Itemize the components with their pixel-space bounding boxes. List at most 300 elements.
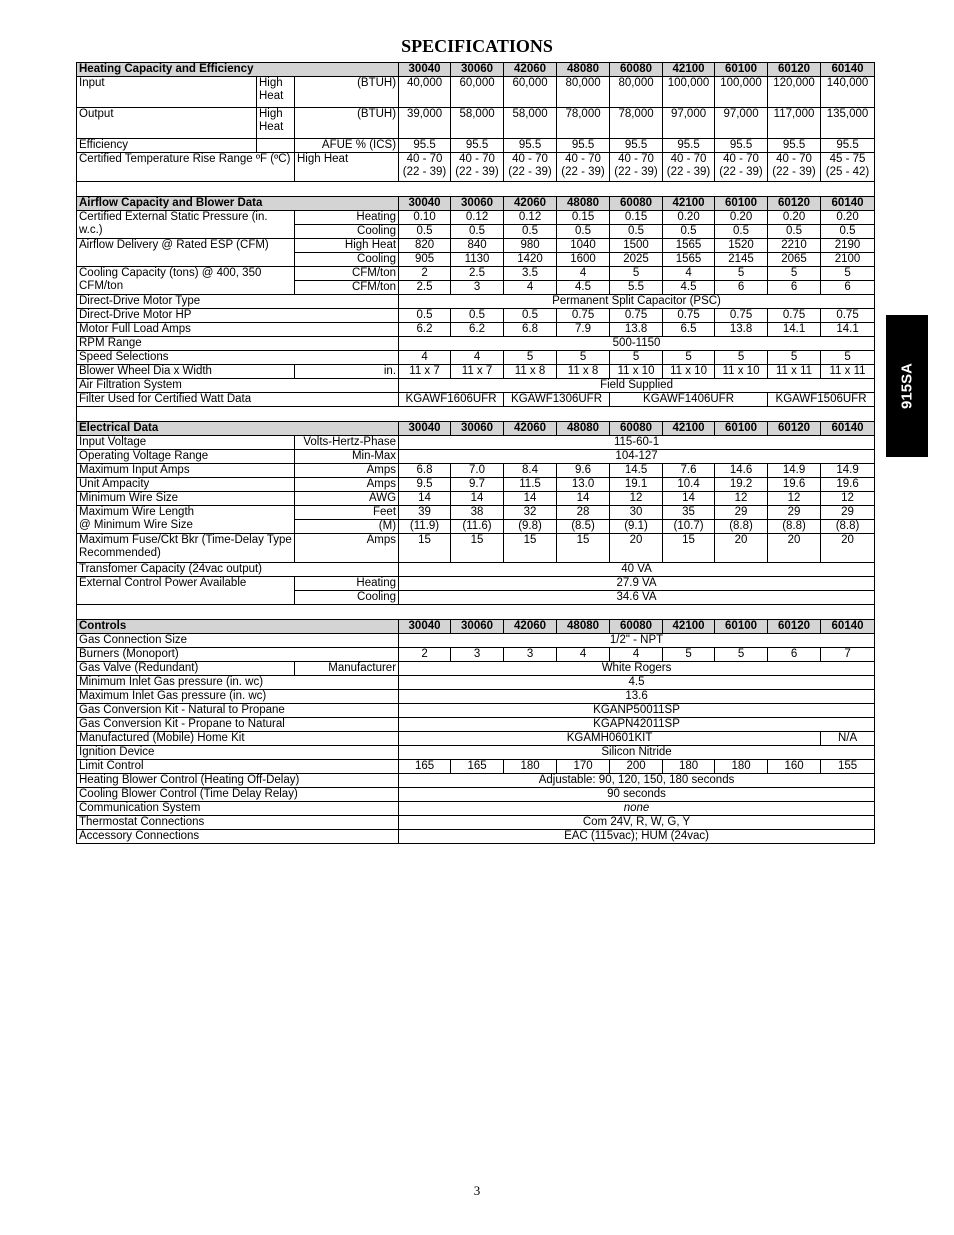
spec-row — [77, 534, 875, 563]
spec-row — [77, 323, 875, 337]
spec-value: 5 — [768, 351, 821, 365]
spec-value: 35 — [663, 506, 715, 520]
section-header-row — [77, 422, 875, 436]
spec-value-span: Com 24V, R, W, G, Y — [399, 816, 875, 830]
spec-value: 0.20 — [768, 211, 821, 225]
spec-value: 11 x 7 — [451, 365, 504, 379]
spec-value: 45 - 75 (25 - 42) — [821, 153, 875, 182]
spec-value: 14.9 — [768, 464, 821, 478]
spec-value: 20 — [715, 534, 768, 563]
spec-value-group: KGAMH0601KIT — [399, 732, 821, 746]
spec-value-group: N/A — [821, 732, 875, 746]
spec-unit: AWG — [295, 492, 399, 506]
spec-label: Transfomer Capacity (24vac output) — [77, 563, 399, 577]
spec-value: (11.9) — [399, 520, 451, 534]
spec-row — [77, 309, 875, 323]
model-header: 60100 — [715, 63, 768, 77]
spec-value: 1520 — [715, 239, 768, 253]
spec-unit: Heating — [295, 577, 399, 591]
section-header-row — [77, 197, 875, 211]
spec-value: 1565 — [663, 253, 715, 267]
model-header: 42060 — [504, 197, 557, 211]
spec-value: 20 — [768, 534, 821, 563]
spec-value: 15 — [399, 534, 451, 563]
spec-row — [77, 662, 875, 676]
spec-value: 4 — [399, 351, 451, 365]
spec-value: 28 — [557, 506, 610, 520]
spec-value: 15 — [557, 534, 610, 563]
spec-value: 0.20 — [715, 211, 768, 225]
spec-label: Filter Used for Certified Watt Data — [77, 393, 399, 407]
spec-value: 95.5 — [504, 139, 557, 153]
spec-value: 11 x 11 — [821, 365, 875, 379]
spec-value-span: KGAPN42011SP — [399, 718, 875, 732]
spec-value: 12 — [821, 492, 875, 506]
spec-unit: High Heat — [295, 239, 399, 253]
spec-value: 200 — [610, 760, 663, 774]
spec-value: 11 x 8 — [557, 365, 610, 379]
spec-value-span: Silicon Nitride — [399, 746, 875, 760]
spec-value: 5 — [663, 648, 715, 662]
spec-value: 1600 — [557, 253, 610, 267]
spec-value: 12 — [715, 492, 768, 506]
spec-value: 180 — [663, 760, 715, 774]
spec-value: (9.1) — [610, 520, 663, 534]
spec-value: 4 — [610, 648, 663, 662]
model-header: 60140 — [821, 197, 875, 211]
spec-value: 6 — [768, 281, 821, 295]
spec-unit: Cooling — [295, 225, 399, 239]
spec-value: 3 — [504, 648, 557, 662]
spec-label: Gas Connection Size — [77, 634, 399, 648]
spec-label: Operating Voltage Range — [77, 450, 295, 464]
spec-row — [77, 153, 875, 182]
spec-value: 3.5 — [504, 267, 557, 281]
model-header: 60120 — [768, 197, 821, 211]
spec-value: 2 — [399, 648, 451, 662]
spec-label: Gas Valve (Redundant) — [77, 662, 295, 676]
spec-value: 100,000 — [715, 77, 768, 108]
spec-unit: High Heat — [295, 153, 399, 182]
spec-row — [77, 478, 875, 492]
spec-row — [77, 393, 875, 407]
model-header: 60100 — [715, 197, 768, 211]
spec-value: 1130 — [451, 253, 504, 267]
spec-label-line: @ Minimum Wire Size — [79, 519, 193, 531]
spec-label: Cooling Blower Control (Time Delay Relay) — [77, 788, 399, 802]
spec-value: 0.20 — [821, 211, 875, 225]
spec-value: 140,000 — [821, 77, 875, 108]
spacer-row — [77, 407, 875, 422]
spec-value: 4 — [663, 267, 715, 281]
spec-label: Direct-Drive Motor Type — [77, 295, 399, 309]
model-header: 60140 — [821, 620, 875, 634]
spec-row — [77, 267, 875, 281]
spec-value: 14 — [399, 492, 451, 506]
spec-row — [77, 464, 875, 478]
spec-value: 14 — [557, 492, 610, 506]
spec-label: Output — [77, 108, 257, 139]
spec-value: 40 - 70 (22 - 39) — [399, 153, 451, 182]
spec-value-span: 90 seconds — [399, 788, 875, 802]
spec-value: 58,000 — [451, 108, 504, 139]
spec-unit: Volts-Hertz-Phase — [295, 436, 399, 450]
spec-row — [77, 704, 875, 718]
spec-label: Heating Blower Control (Heating Off-Delay) — [77, 774, 399, 788]
spec-row — [77, 506, 875, 520]
spec-value: 15 — [504, 534, 557, 563]
spec-value-span: 115-60-1 — [399, 436, 875, 450]
spec-value: 3 — [451, 648, 504, 662]
model-header: 60080 — [610, 422, 663, 436]
spec-row — [77, 492, 875, 506]
spec-value: 15 — [663, 534, 715, 563]
spec-value: 11.5 — [504, 478, 557, 492]
spec-value: 0.75 — [768, 309, 821, 323]
section-title: Controls — [77, 620, 399, 634]
spec-row — [77, 788, 875, 802]
spec-unit: in. — [295, 365, 399, 379]
spec-value: 20 — [821, 534, 875, 563]
spec-value: 14.9 — [821, 464, 875, 478]
spec-value: 0.15 — [557, 211, 610, 225]
spec-row — [77, 676, 875, 690]
spec-value-span: 13.6 — [399, 690, 875, 704]
section-title: Airflow Capacity and Blower Data — [77, 197, 399, 211]
model-header: 60120 — [768, 422, 821, 436]
model-header: 30060 — [451, 63, 504, 77]
spec-value: 2210 — [768, 239, 821, 253]
spec-value: 7 — [821, 648, 875, 662]
spec-value: 5 — [610, 267, 663, 281]
spec-unit: Heating — [295, 211, 399, 225]
page-number: 3 — [473, 1183, 481, 1198]
spacer-row — [77, 182, 875, 197]
spec-row — [77, 139, 875, 153]
spec-value-span: 40 VA — [399, 563, 875, 577]
spec-value-span: Field Supplied — [399, 379, 875, 393]
spec-value: 11 x 8 — [504, 365, 557, 379]
spec-value: 4 — [504, 281, 557, 295]
spec-value: 2190 — [821, 239, 875, 253]
spec-value-span: Permanent Split Capacitor (PSC) — [399, 295, 875, 309]
spec-value: 165 — [399, 760, 451, 774]
spec-row — [77, 634, 875, 648]
spec-label: External Control Power Available — [77, 577, 295, 605]
spec-unit: Amps — [295, 478, 399, 492]
spec-value: (11.6) — [451, 520, 504, 534]
spec-value: 7.0 — [451, 464, 504, 478]
spec-unit: Min-Max — [295, 450, 399, 464]
spec-value: 97,000 — [663, 108, 715, 139]
spec-value: 6.8 — [504, 323, 557, 337]
spec-value: 0.75 — [557, 309, 610, 323]
spec-value: 0.12 — [451, 211, 504, 225]
spec-value: 820 — [399, 239, 451, 253]
spec-value: 2.5 — [451, 267, 504, 281]
spec-value: 60,000 — [451, 77, 504, 108]
spec-label: Maximum Fuse/Ckt Bkr (Time-Delay Type Recommended) — [77, 534, 295, 563]
spec-value: 95.5 — [451, 139, 504, 153]
spec-value: 7.6 — [663, 464, 715, 478]
spec-value: 40 - 70 (22 - 39) — [610, 153, 663, 182]
spec-value: 40 - 70 (22 - 39) — [451, 153, 504, 182]
spec-value: (8.8) — [715, 520, 768, 534]
spacer-cell — [77, 605, 875, 620]
spec-value: (10.7) — [663, 520, 715, 534]
spec-value: 78,000 — [557, 108, 610, 139]
model-header: 30040 — [399, 63, 451, 77]
spec-value: 11 x 10 — [715, 365, 768, 379]
spec-value: 0.75 — [663, 309, 715, 323]
spec-label: Speed Selections — [77, 351, 399, 365]
spec-label: Input Voltage — [77, 436, 295, 450]
model-header: 60100 — [715, 620, 768, 634]
spec-label: Direct-Drive Motor HP — [77, 309, 399, 323]
spec-value: (8.8) — [768, 520, 821, 534]
spec-value: 1420 — [504, 253, 557, 267]
spec-unit: Cooling — [295, 591, 399, 605]
spec-value: 4 — [451, 351, 504, 365]
model-header: 30060 — [451, 620, 504, 634]
model-header: 30040 — [399, 620, 451, 634]
spec-value-span: EAC (115vac); HUM (24vac) — [399, 830, 875, 844]
spec-label: Efficiency — [77, 139, 257, 153]
spec-value: 2.5 — [399, 281, 451, 295]
spec-value: 11 x 7 — [399, 365, 451, 379]
spec-row — [77, 830, 875, 844]
spec-value: 5 — [504, 351, 557, 365]
spec-value: 7.9 — [557, 323, 610, 337]
spec-value: 39,000 — [399, 108, 451, 139]
spec-label: Maximum Input Amps — [77, 464, 295, 478]
spec-label: Certified External Static Pressure (in. w.c.) — [77, 211, 295, 239]
spec-value: 95.5 — [715, 139, 768, 153]
model-header: 60120 — [768, 620, 821, 634]
spec-value: 12 — [610, 492, 663, 506]
spec-value: 15 — [451, 534, 504, 563]
spec-label: Air Filtration System — [77, 379, 399, 393]
spec-value: 0.20 — [663, 211, 715, 225]
spec-value: 1565 — [663, 239, 715, 253]
spec-value: 12 — [768, 492, 821, 506]
spec-value-group: KGAWF1406UFR — [610, 393, 768, 407]
spec-value: 0.75 — [821, 309, 875, 323]
model-side-tab — [886, 315, 928, 457]
spec-label-line: Maximum Wire Length — [79, 506, 195, 518]
spec-label: Blower Wheel Dia x Width — [77, 365, 295, 379]
spec-value: 0.15 — [610, 211, 663, 225]
spec-sublabel: High Heat — [257, 77, 295, 108]
spec-value: (9.8) — [504, 520, 557, 534]
spec-value: 32 — [504, 506, 557, 520]
spec-value: 39 — [399, 506, 451, 520]
spec-row — [77, 295, 875, 309]
spec-unit: Amps — [295, 464, 399, 478]
spec-value: 8.4 — [504, 464, 557, 478]
spec-row — [77, 648, 875, 662]
spec-value: 0.75 — [715, 309, 768, 323]
model-header: 48080 — [557, 197, 610, 211]
spec-value: 6 — [768, 648, 821, 662]
spec-value-group: KGAWF1306UFR — [504, 393, 610, 407]
spec-sublabel: High Heat — [257, 108, 295, 139]
spec-value: 40 - 70 (22 - 39) — [557, 153, 610, 182]
model-header: 60080 — [610, 620, 663, 634]
model-header: 48080 — [557, 422, 610, 436]
specifications-table — [76, 62, 875, 844]
model-header: 30040 — [399, 422, 451, 436]
spec-value: 58,000 — [504, 108, 557, 139]
spec-value: 2100 — [821, 253, 875, 267]
spec-sublabel — [257, 139, 295, 153]
spec-label: Maximum Inlet Gas pressure (in. wc) — [77, 690, 399, 704]
spec-value: 11 x 10 — [663, 365, 715, 379]
spec-value: 6.2 — [399, 323, 451, 337]
model-header: 42100 — [663, 422, 715, 436]
spec-value-span: 34.6 VA — [399, 591, 875, 605]
model-header: 42100 — [663, 63, 715, 77]
section-title: Heating Capacity and Efficiency — [77, 63, 399, 77]
model-header: 42060 — [504, 63, 557, 77]
spec-value: 170 — [557, 760, 610, 774]
model-header: 42060 — [504, 422, 557, 436]
spec-label: Communication System — [77, 802, 399, 816]
spec-value: 0.5 — [715, 225, 768, 239]
spec-row — [77, 563, 875, 577]
spec-label: Manufactured (Mobile) Home Kit — [77, 732, 399, 746]
spec-row — [77, 211, 875, 225]
spec-value: 40 - 70 (22 - 39) — [663, 153, 715, 182]
spec-value: 95.5 — [557, 139, 610, 153]
spec-value: 14.6 — [715, 464, 768, 478]
spacer-row — [77, 605, 875, 620]
spec-value-span: White Rogers — [399, 662, 875, 676]
spec-unit: Amps — [295, 534, 399, 563]
spec-value: 40 - 70 (22 - 39) — [504, 153, 557, 182]
spec-value: 14 — [663, 492, 715, 506]
spec-label: Ignition Device — [77, 746, 399, 760]
spec-value: 4 — [557, 267, 610, 281]
spec-value: 135,000 — [821, 108, 875, 139]
model-header: 60100 — [715, 422, 768, 436]
spec-value: 0.5 — [610, 225, 663, 239]
spec-value: 180 — [504, 760, 557, 774]
spec-value: 5 — [768, 267, 821, 281]
spec-value: 5 — [821, 267, 875, 281]
spec-label: Accessory Connections — [77, 830, 399, 844]
spec-value: 97,000 — [715, 108, 768, 139]
spec-value: 6.5 — [663, 323, 715, 337]
spec-value: 29 — [768, 506, 821, 520]
spec-value-span: Adjustable: 90, 120, 150, 180 seconds — [399, 774, 875, 788]
spec-value-span: 1/2" - NPT — [399, 634, 875, 648]
spec-row — [77, 337, 875, 351]
spec-value: 5 — [715, 648, 768, 662]
spec-value: 5 — [821, 351, 875, 365]
spec-value: 0.5 — [399, 309, 451, 323]
spec-value: 13.0 — [557, 478, 610, 492]
spec-row — [77, 108, 875, 139]
spec-value: 4.5 — [663, 281, 715, 295]
spec-value: 13.8 — [610, 323, 663, 337]
spec-value: 95.5 — [399, 139, 451, 153]
spec-label: RPM Range — [77, 337, 399, 351]
spec-value: 95.5 — [768, 139, 821, 153]
spec-value: 165 — [451, 760, 504, 774]
spec-value: 14.5 — [610, 464, 663, 478]
spec-row — [77, 760, 875, 774]
spec-value: 11 x 11 — [768, 365, 821, 379]
spec-value: 1040 — [557, 239, 610, 253]
spec-value: 40 - 70 (22 - 39) — [768, 153, 821, 182]
spec-value: 19.1 — [610, 478, 663, 492]
spec-value: 60,000 — [504, 77, 557, 108]
spec-row — [77, 365, 875, 379]
spec-label: Unit Ampacity — [77, 478, 295, 492]
spec-value: 2065 — [768, 253, 821, 267]
spec-row — [77, 732, 875, 746]
spec-value: 0.10 — [399, 211, 451, 225]
spec-row — [77, 690, 875, 704]
page-title: SPECIFICATIONS — [401, 36, 553, 56]
spec-value: 40,000 — [399, 77, 451, 108]
spec-value: 29 — [821, 506, 875, 520]
spec-value: 100,000 — [663, 77, 715, 108]
spec-unit: AFUE % (ICS) — [295, 139, 399, 153]
spec-value: 5 — [715, 267, 768, 281]
spec-value: 2025 — [610, 253, 663, 267]
spec-value: 20 — [610, 534, 663, 563]
spec-value-span: 27.9 VA — [399, 577, 875, 591]
spec-value: 4 — [557, 648, 610, 662]
spacer-cell — [77, 182, 875, 197]
spec-value: 0.5 — [504, 309, 557, 323]
model-header: 60080 — [610, 63, 663, 77]
spec-value-group: KGAWF1606UFR — [399, 393, 504, 407]
spec-value: 10.4 — [663, 478, 715, 492]
spec-label: Motor Full Load Amps — [77, 323, 399, 337]
spec-value: 14.1 — [821, 323, 875, 337]
spec-label: Airflow Delivery @ Rated ESP (CFM) — [77, 239, 295, 267]
spec-label: Gas Conversion Kit - Propane to Natural — [77, 718, 399, 732]
spec-unit: CFM/ton — [295, 267, 399, 281]
spec-label: Minimum Inlet Gas pressure (in. wc) — [77, 676, 399, 690]
spec-row — [77, 239, 875, 253]
spec-value: 1500 — [610, 239, 663, 253]
spec-value: 160 — [768, 760, 821, 774]
spec-value: 0.5 — [663, 225, 715, 239]
model-header: 60140 — [821, 422, 875, 436]
spec-row — [77, 577, 875, 591]
section-title: Electrical Data — [77, 422, 399, 436]
spec-value: 0.5 — [504, 225, 557, 239]
model-header: 42100 — [663, 620, 715, 634]
spec-row — [77, 379, 875, 393]
spec-value: 0.12 — [504, 211, 557, 225]
spec-value: 5 — [557, 351, 610, 365]
spec-value: 78,000 — [610, 108, 663, 139]
spec-row — [77, 450, 875, 464]
spec-value: 29 — [715, 506, 768, 520]
spec-value: 3 — [451, 281, 504, 295]
spec-value: 19.6 — [768, 478, 821, 492]
spec-value: 19.2 — [715, 478, 768, 492]
spec-value: 5.5 — [610, 281, 663, 295]
spec-value: 38 — [451, 506, 504, 520]
spec-value: 6 — [715, 281, 768, 295]
spec-value: 117,000 — [768, 108, 821, 139]
